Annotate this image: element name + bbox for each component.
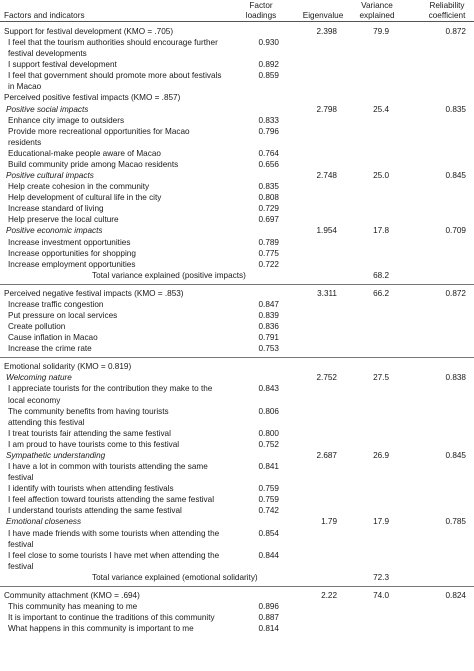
variance-cell: 17.8 xyxy=(373,226,389,236)
variance-cell: 27.5 xyxy=(373,373,389,383)
factor-loading-cell: 0.742 xyxy=(258,506,279,516)
header-factors: Factors and indicators xyxy=(4,11,85,20)
indicator-label: I feel that government should promote more about festivals xyxy=(8,71,222,81)
factor-label: Support for festival development (KMO = .705) xyxy=(4,27,174,36)
indicator-label: festival developments xyxy=(8,49,87,59)
factor-loading-cell: 0.839 xyxy=(258,311,279,320)
header-reliability: Reliability coefficient xyxy=(428,1,466,20)
indicator-label: festival xyxy=(8,561,34,571)
section-divider xyxy=(0,284,474,285)
factor-loading-cell: 0.833 xyxy=(258,115,279,125)
indicator-label: It is important to continue the traditions of this community xyxy=(8,613,215,623)
factor-loading-cell: 0.806 xyxy=(258,406,279,416)
indicator-label: I feel close to some tourists I have met when attending the xyxy=(8,550,220,560)
total-label: Total variance explained (emotional solidarity) xyxy=(92,572,258,582)
factor-loading-cell: 0.789 xyxy=(258,237,279,247)
indicator-label: attending this festival xyxy=(8,417,85,427)
reliability-cell: 0.872 xyxy=(445,27,466,36)
factor-loading-cell: 0.775 xyxy=(258,248,279,258)
eigenvalue-cell: 2.398 xyxy=(316,27,337,36)
indicator-label: I understand tourists attending the same festival xyxy=(8,506,182,516)
factor-loading-cell: 0.896 xyxy=(258,602,279,611)
indicator-label: I support festival development xyxy=(8,60,117,70)
factor-loading-cell: 0.835 xyxy=(258,182,279,192)
variance-cell: 74.0 xyxy=(373,590,389,600)
indicator-label: I treat tourists fair attending the same festival xyxy=(8,428,171,438)
factor-label: Emotional solidarity (KMO = 0.819) xyxy=(4,362,132,372)
factor-loading-cell: 0.930 xyxy=(258,38,279,48)
factor-loading-cell: 0.843 xyxy=(258,384,279,394)
variance-cell: 25.4 xyxy=(373,104,389,114)
factor-loading-cell: 0.814 xyxy=(258,624,279,634)
indicator-label: Increase standard of living xyxy=(8,204,104,214)
factor-loading-cell: 0.796 xyxy=(258,126,279,136)
reliability-cell: 0.709 xyxy=(445,226,466,236)
indicator-label: Enhance city image to outsiders xyxy=(8,115,125,125)
indicator-label: Increase the crime rate xyxy=(8,344,92,354)
factor-loading-cell: 0.847 xyxy=(258,299,279,309)
subfactor-label: Positive social impacts xyxy=(6,104,89,114)
variance-cell: 68.2 xyxy=(373,270,389,280)
header-eigenvalue: Eigenvalue xyxy=(302,11,344,20)
factor-loading-cell: 0.656 xyxy=(258,159,279,169)
factor-label: Perceived positive festival impacts (KMO = .857) xyxy=(4,93,181,103)
indicator-label: I feel that the tourism authorities should encourage further xyxy=(8,38,218,48)
subfactor-label: Welcoming nature xyxy=(6,373,72,383)
factor-label: Perceived negative festival impacts (KMO = .853) xyxy=(4,288,184,298)
factor-loading-cell: 0.892 xyxy=(258,60,279,70)
factor-loading-cell: 0.791 xyxy=(258,333,279,343)
indicator-label: in Macao xyxy=(8,82,42,92)
factor-loading-cell: 0.800 xyxy=(258,428,279,438)
indicator-label: Educational-make people aware of Macao xyxy=(8,148,161,158)
indicator-label: Help development of cultural life in the city xyxy=(8,193,162,203)
indicator-label: Cause inflation in Macao xyxy=(8,333,98,343)
reliability-cell: 0.845 xyxy=(445,171,466,181)
factor-loading-cell: 0.753 xyxy=(258,344,279,354)
indicator-label: I feel affection toward tourists attending the same festival xyxy=(8,495,215,505)
factor-loading-cell: 0.859 xyxy=(258,71,279,81)
indicator-label: local economy xyxy=(8,395,61,405)
eigenvalue-cell: 2.798 xyxy=(316,104,337,114)
indicator-label: I have made friends with some tourists when attending the xyxy=(8,528,220,538)
factor-loading-cell: 0.887 xyxy=(258,613,279,623)
reliability-cell: 0.845 xyxy=(445,450,466,460)
indicator-label: Increase opportunities for shopping xyxy=(8,248,136,258)
variance-cell: 17.9 xyxy=(373,517,389,527)
factor-loading-cell: 0.697 xyxy=(258,215,279,225)
indicator-label: I am proud to have tourists come to this festival xyxy=(8,439,180,449)
indicator-label: residents xyxy=(8,137,42,147)
section-divider xyxy=(0,586,474,587)
eigenvalue-cell: 3.311 xyxy=(317,288,337,298)
indicator-label: festival xyxy=(8,473,34,483)
indicator-label: Put pressure on local services xyxy=(8,311,118,320)
indicator-label: The community benefits from having tourists xyxy=(8,406,169,416)
indicator-label: I appreciate tourists for the contribution they make to the xyxy=(8,384,213,394)
factor-loading-cell: 0.759 xyxy=(258,495,279,505)
factor-loading-cell: 0.729 xyxy=(258,204,279,214)
indicator-label: Increase traffic congestion xyxy=(8,299,104,309)
eigenvalue-cell: 2.22 xyxy=(321,590,337,600)
subfactor-label: Positive economic impacts xyxy=(6,226,103,236)
reliability-cell: 0.838 xyxy=(445,373,466,383)
eigenvalue-cell: 1.954 xyxy=(316,226,337,236)
reliability-cell: 0.785 xyxy=(445,517,466,527)
indicator-label: Create pollution xyxy=(8,322,66,332)
reliability-cell: 0.835 xyxy=(445,104,466,114)
indicator-label: festival xyxy=(8,539,34,549)
subfactor-label: Sympathetic understanding xyxy=(6,450,106,460)
variance-cell: 25.0 xyxy=(373,171,389,181)
indicator-label: I have a lot in common with tourists attending the same xyxy=(8,462,208,472)
indicator-label: Increase investment opportunities xyxy=(8,237,131,247)
indicator-label: Build community pride among Macao residents xyxy=(8,159,179,169)
variance-cell: 26.9 xyxy=(373,450,389,460)
factor-loading-cell: 0.764 xyxy=(258,148,279,158)
table-header xyxy=(0,0,474,22)
variance-cell: 66.2 xyxy=(373,288,389,298)
subfactor-label: Emotional closeness xyxy=(6,517,82,527)
indicator-label: Help create cohesion in the community xyxy=(8,182,150,192)
factor-loading-cell: 0.759 xyxy=(258,484,279,494)
header-variance: Variance explained xyxy=(359,1,395,20)
section-divider xyxy=(0,357,474,358)
indicator-label: What happens in this community is important to me xyxy=(8,624,194,634)
reliability-cell: 0.872 xyxy=(445,288,466,298)
eigenvalue-cell: 2.748 xyxy=(316,171,337,181)
indicator-label: I identify with tourists when attending festivals xyxy=(8,484,174,494)
indicator-label: Help preserve the local culture xyxy=(8,215,119,225)
indicator-label: This community has meaning to me xyxy=(8,602,138,611)
indicator-label: Increase employment opportunities xyxy=(8,259,136,269)
factor-loading-cell: 0.844 xyxy=(258,550,279,560)
total-label: Total variance explained (positive impacts) xyxy=(92,270,246,280)
variance-cell: 79.9 xyxy=(373,27,389,36)
subfactor-label: Positive cultural impacts xyxy=(6,171,94,181)
factor-loading-cell: 0.836 xyxy=(258,322,279,332)
factor-loading-cell: 0.854 xyxy=(258,528,279,538)
factor-loading-cell: 0.722 xyxy=(258,259,279,269)
factor-loading-cell: 0.841 xyxy=(258,462,279,472)
factor-loading-cell: 0.752 xyxy=(258,439,279,449)
eigenvalue-cell: 1.79 xyxy=(321,517,337,527)
reliability-cell: 0.824 xyxy=(445,590,466,600)
factor-label: Community attachment (KMO = .694) xyxy=(4,590,140,600)
eigenvalue-cell: 2.687 xyxy=(316,450,337,460)
header-loadings: Factor loadings xyxy=(245,1,277,20)
indicator-label: Provide more recreational opportunities for Macao xyxy=(8,126,190,136)
factor-loading-cell: 0.808 xyxy=(258,193,279,203)
variance-cell: 72.3 xyxy=(373,572,389,582)
eigenvalue-cell: 2.752 xyxy=(316,373,337,383)
